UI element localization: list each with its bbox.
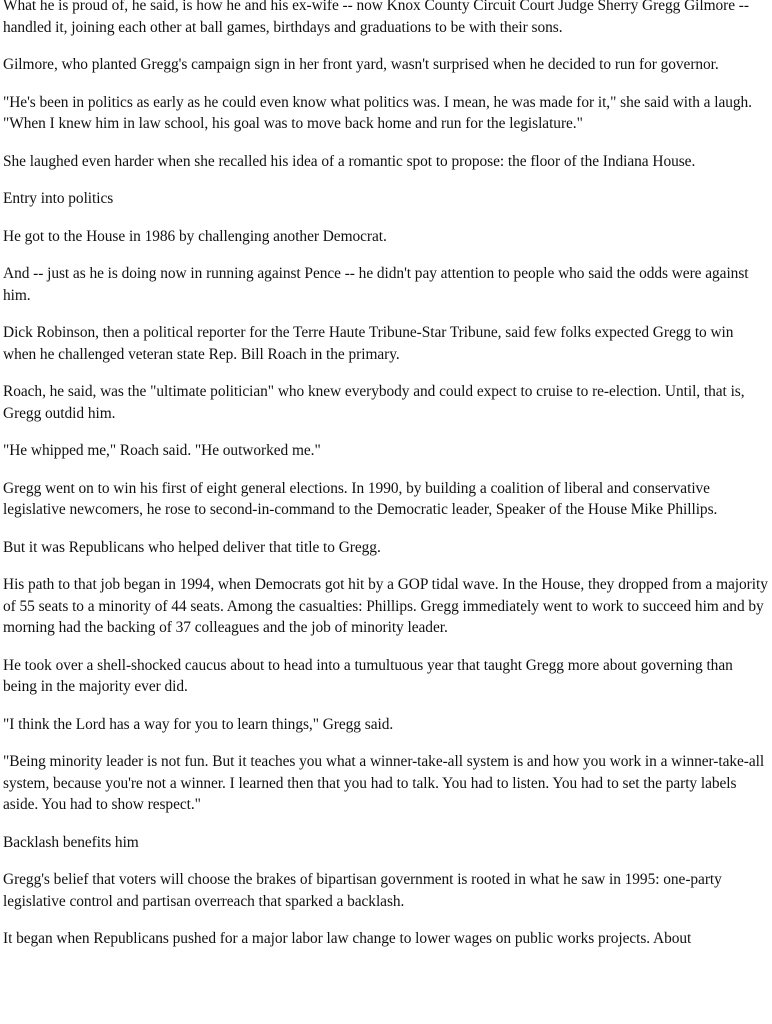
paragraph: But it was Republicans who helped deliver that title to Gregg. [3, 538, 381, 556]
paragraph: Gregg went on to win his first of eight general elections. In 1990, by building a coalition of liberal and conservative legislative newcomers, he rose to second-in-command to the Democratic leader, Speaker of the House Mike Phillips. [3, 479, 718, 518]
paragraph: Dick Robinson, then a political reporter for the Terre Haute Tribune-Star Tribune, said few folks expected Gregg to win when he challenged veteran state Rep. Bill Roach in the primary. [3, 324, 734, 363]
paragraph: He got to the House in 1986 by challenging another Democrat. [3, 227, 387, 245]
paragraph: She laughed even harder when she recalled his idea of a romantic spot to propose: the floor of the Indiana House. [3, 152, 696, 170]
paragraph: Gilmore, who planted Gregg's campaign sign in her front yard, wasn't surprised when he decided to run for governor. [3, 56, 719, 73]
paragraph: What he is proud of, he said, is how he and his ex-wife -- now Knox County Circuit Court Judge Sherry Gregg Gilmore -- handled it, joining each other at ball games, birthdays and graduations to be with their sons. [3, 0, 749, 36]
paragraph: And -- just as he is doing now in running against Pence -- he didn't pay attention to people who said the odds were against him. [3, 265, 749, 304]
paragraph: It began when Republicans pushed for a major labor law change to lower wages on public works projects. About [3, 930, 692, 947]
paragraph: Gregg's belief that voters will choose the brakes of bipartisan government is rooted in what he saw in 1995: one-party legislative control and partisan overreach that sparked a backlash. [3, 871, 722, 910]
paragraph: "He's been in politics as early as he could even know what politics was. I mean, he was made for it," she said with a laugh. "When I knew him in law school, his goal was to move back home and run for the legislature." [3, 93, 752, 132]
paragraph: "I think the Lord has a way for you to learn things," Gregg said. [3, 715, 394, 733]
paragraph: "He whipped me," Roach said. "He outworked me." [3, 442, 321, 459]
paragraph: His path to that job began in 1994, when Democrats got hit by a GOP tidal wave. In the House, they dropped from a majority of 55 seats to a minority of 44 seats. Among the casualties: Phillips. Gregg immediately went to work to succeed him and by morning had the backing of 37 colleagues and the job of minority leader. [3, 576, 768, 636]
paragraph: He took over a shell-shocked caucus about to head into a tumultuous year that taught Gregg more about governing than being in the majority ever did. [3, 656, 733, 695]
section-heading: Entry into politics [3, 190, 114, 207]
paragraph: "Being minority leader is not fun. But it teaches you what a winner-take-all system is and how you work in a winner-take-all system, because you're not a winner. I learned then that you had to talk. You had to listen. You had to set the party labels aside. You had to show respect." [3, 753, 765, 813]
section-heading: Backlash benefits him [3, 833, 139, 851]
paragraph: Roach, he said, was the "ultimate politician" who knew everybody and could expect to cruise to re-election. Until, that is, Gregg outdid him. [3, 383, 745, 422]
